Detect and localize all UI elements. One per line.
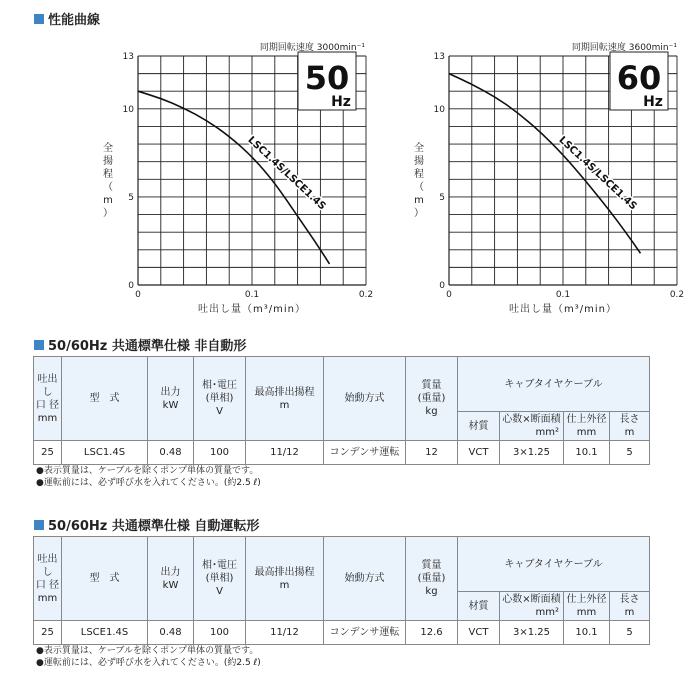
cell-od: 10.1 [564,621,610,645]
curve-label: LSC1.4S/LSCE1.4S [556,134,639,213]
cell-model: LSCE1.4S [62,621,148,645]
performance-curve [138,91,330,264]
header-max-head: 最高排出揚程 m [246,357,324,441]
spec-table-manual [33,356,650,465]
cell-od: 10.1 [564,441,610,465]
cell-mass: 12.6 [406,621,458,645]
header-start-method: 始動方式 [324,537,406,621]
section-marker-icon [34,340,44,350]
header-output: 出力 kW [148,537,194,621]
cell-cores: 3×1.25 [500,621,564,645]
header-cable: キャブタイヤケーブル [458,357,650,412]
y-tick-label: 0 [439,281,445,291]
cell-voltage: 100 [194,621,246,645]
x-tick-label: 0.1 [244,290,260,300]
freq-number: 60 [616,59,662,97]
section-title-spec-auto: 50/60Hz 共通標準仕様 自動運転形 [34,515,259,534]
x-axis-label: 吐出し量（m³/min） [198,304,306,315]
header-material: 材質 [458,592,500,621]
section-marker-icon [34,14,44,24]
spec-table-auto [33,536,650,645]
x-tick-label: 0.2 [669,290,685,300]
x-tick-label: 0.1 [555,290,571,300]
header-model: 型 式 [62,357,148,441]
chart-60hz [311,30,685,320]
curve-label: LSC1.4S/LSCE1.4S [245,134,328,213]
header-cores: 心数×断面積 mm² [500,592,564,621]
header-bore: 吐出し 口 径 mm [34,537,62,621]
x-tick-label: 0 [446,290,452,300]
y-tick-label: 5 [128,192,134,203]
cell-bore: 25 [34,621,62,645]
header-cores: 心数×断面積 mm² [500,412,564,441]
y-tick-label: 13 [122,52,134,62]
y-tick-label: 10 [122,104,134,115]
header-length: 長さ m [610,592,650,621]
freq-unit: Hz [643,94,663,110]
header-model: 型 式 [62,537,148,621]
notes-auto: ●表示質量は、ケーブルを除くポンプ単体の質量です。 ●運転前には、必ず呼び水を入れてください。(約2.5 ℓ) [36,646,261,668]
y-tick-label: 10 [433,104,445,115]
x-tick-label: 0.2 [358,290,374,300]
x-tick-label: 0 [135,290,141,300]
svg-text:全揚程（m）: 全揚程（ m ） [103,143,113,219]
x-axis-label: 吐出し量（m³/min） [509,304,617,315]
header-od: 仕上外径 mm [564,592,610,621]
cell-length: 5 [610,621,650,645]
cell-cores: 3×1.25 [500,441,564,465]
cell-head: 11/12 [246,621,324,645]
header-cable: キャブタイヤケーブル [458,537,650,592]
section-title-spec-manual: 50/60Hz 共通標準仕様 非自動形 [34,335,246,354]
notes-manual: ●表示質量は、ケーブルを除くポンプ単体の質量です。 ●運転前には、必ず呼び水を入れてください。(約2.5 ℓ) [36,466,261,488]
section-title-curves: 性能曲線 [34,9,100,28]
header-mass: 質量 (重量) kg [406,357,458,441]
y-axis-label [103,141,113,219]
header-start-method: 始動方式 [324,357,406,441]
section-marker-icon [34,520,44,530]
header-length: 長さ m [610,412,650,441]
cell-head: 11/12 [246,441,324,465]
header-od: 仕上外径 mm [564,412,610,441]
svg-text:全揚程（m）: 全揚程（ m ） [414,143,424,219]
header-mass: 質量 (重量) kg [406,537,458,621]
cell-length: 5 [610,441,650,465]
cell-output: 0.48 [148,441,194,465]
header-output: 出力 kW [148,357,194,441]
header-max-head: 最高排出揚程 m [246,537,324,621]
freq-number: 50 [304,59,350,97]
cell-start: コンデンサ運転 [324,621,406,645]
header-bore: 吐出し 口 径 mm [34,357,62,441]
header-material: 材質 [458,412,500,441]
speed-label: 同期回転速度 3600min⁻¹ [571,43,677,53]
y-tick-label: 5 [439,192,445,203]
chart-50hz [0,30,374,320]
cell-model: LSC1.4S [62,441,148,465]
cell-material: VCT [458,441,500,465]
table-row [34,621,650,645]
header-phase-voltage: 相･電圧 (単相) V [194,537,246,621]
cell-start: コンデンサ運転 [324,441,406,465]
speed-label: 同期回転速度 3000min⁻¹ [259,43,365,53]
freq-unit: Hz [331,94,351,110]
y-tick-label: 0 [128,281,134,291]
y-axis-label [414,141,424,219]
table-row [34,441,650,465]
cell-voltage: 100 [194,441,246,465]
cell-mass: 12 [406,441,458,465]
cell-bore: 25 [34,441,62,465]
y-tick-label: 13 [433,52,445,62]
header-phase-voltage: 相･電圧 (単相) V [194,357,246,441]
cell-material: VCT [458,621,500,645]
cell-output: 0.48 [148,621,194,645]
